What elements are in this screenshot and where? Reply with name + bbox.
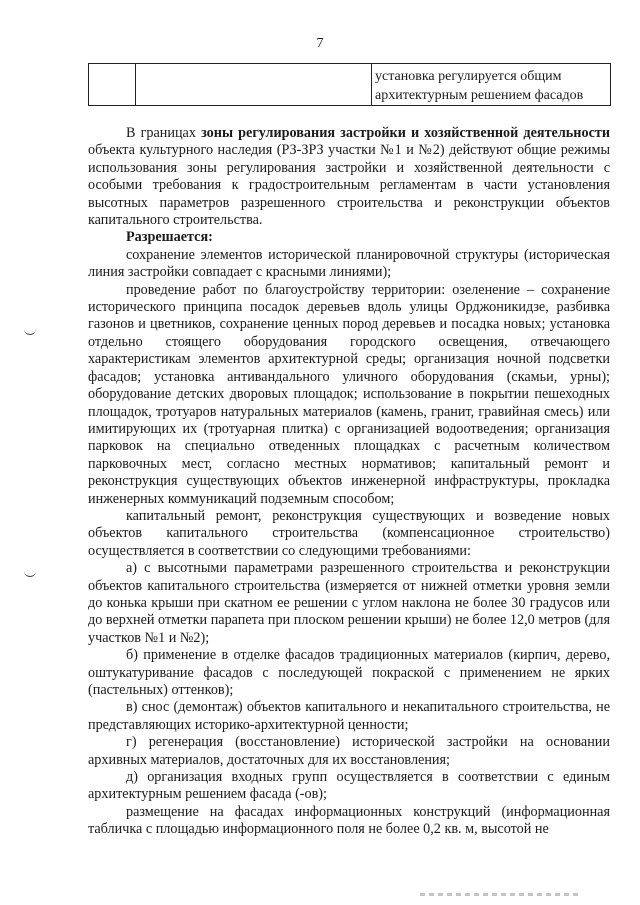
- table-cell: установка регулируется общим архитектурным решением фасадов: [372, 64, 611, 106]
- paragraph: б) применение в отделке фасадов традиционных материалов (кирпич, дерево, оштукатуривание фасадов с последующей покраской с применением не ярких (пастельных) оттенков);: [88, 647, 610, 698]
- paragraph: проведение работ по благоустройству территории: озеленение – сохранение исторического принципа посадок деревьев вдоль улицы Орджоникидзе, разбивка газонов и цветников, сохранение ценных пород деревьев и посадка новых; установка отдельно стоящего оборудования городского освещения, отвечающего характеристикам элементов архитектурной среды; организация ночной подсветки фасадов; установка антивандального уличного оборудования (скамьи, урны); оборудование детских дворовых площадок; использование в покрытии пешеходных площадок, тротуаров натуральных материалов (камень, гранит, гравийная смесь) или имитирующих их (тротуарная плитка) с организацией водоотведения; организация парковок на специально отведенных площадках с расчетным количеством парковочных мест, согласно местных нормативов; капитальный ремонт и реконструкция существующих объектов инженерной инфраструктуры, прокладка инженерных коммуникаций подземным способом;: [88, 281, 610, 507]
- document-body: [88, 125, 610, 839]
- paragraph: д) организация входных групп осуществляется в соответствии с единым архитектурным решением фасада (-ов);: [88, 769, 610, 803]
- page-number: 7: [316, 36, 324, 51]
- binder-hole-mark: [24, 568, 36, 577]
- intro-paragraph: [88, 125, 610, 229]
- allowed-heading: Разрешается:: [126, 229, 213, 246]
- table-cell: [89, 64, 136, 106]
- intro-text: В границах: [126, 125, 202, 141]
- paragraph: сохранение элементов исторической планировочной структуры (историческая линия застройки совпадает с красными линиями);: [88, 246, 610, 281]
- scan-smudge: [420, 893, 580, 896]
- requirements-table-fragment: [88, 63, 611, 106]
- paragraph: в) снос (демонтаж) объектов капитального и некапитального строительства, не представляющих историко-архитектурной ценности;: [88, 699, 610, 733]
- paragraph: капитальный ремонт, реконструкция существующих и возведение новых объектов капитального строительства (компенсационное строительство) осуществляется в соответствии со следующими требованиями:: [88, 507, 610, 559]
- paragraph: размещение на фасадах информационных конструкций (информационная табличка с площадью информационного поля не более 0,2 кв. м, высотой не: [88, 803, 610, 838]
- binder-hole-mark: [24, 326, 36, 335]
- table-cell: [136, 64, 372, 106]
- table-row: [89, 64, 611, 106]
- paragraph: а) с высотными параметрами разрешенного строительства и реконструкции объектов капитального строительства (измеряется от нижней отметки уровня земли до конька крыши при скатном ее решении с углом наклона не более 30 градусов или до верхней отметки парапета при плоском решении крыши) не более 12,0 метров (для участков №1 и №2);: [88, 560, 610, 646]
- zone-name: зоны регулирования застройки и хозяйственной деятельности: [201, 125, 611, 141]
- intro-text-rest: объекта культурного наследия (РЗ-ЗРЗ участки №1 и №2) действуют общие режимы использования зоны регулирования застройки и хозяйственной деятельности с особыми требования к градостроительным регламентам в части установления высотных параметров разрешенного строительства и реконструкции объектов капитального строительства.: [88, 142, 610, 229]
- paragraph: г) регенерация (восстановление) исторической застройки на основании архивных материалов, достаточных для их восстановления;: [88, 734, 610, 768]
